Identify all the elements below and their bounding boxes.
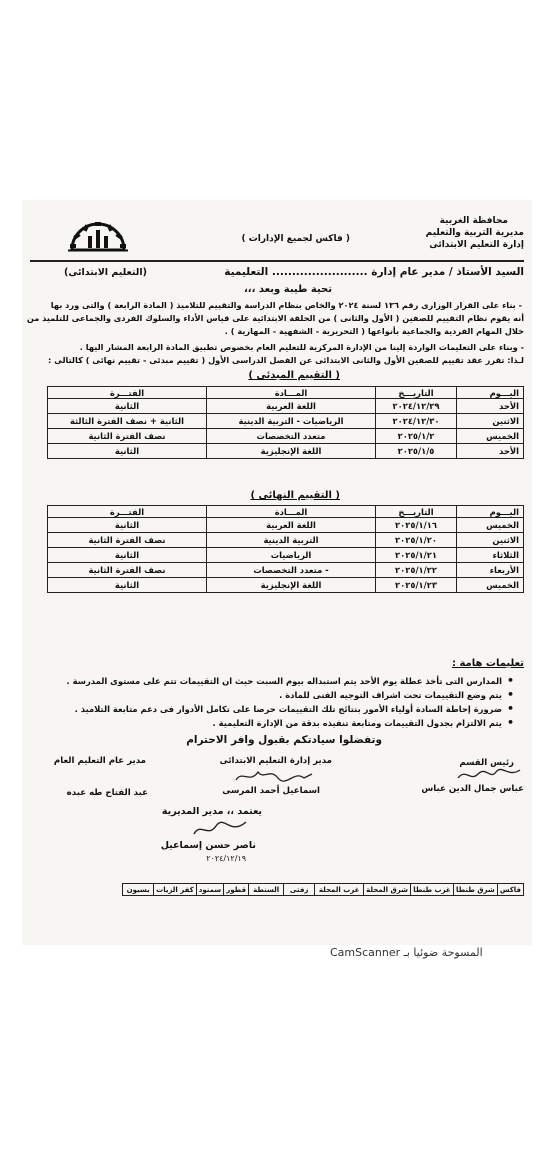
cell-subject: متعدد التخصصات [207, 429, 376, 444]
notes-title: تعليمات هامة : [452, 658, 524, 669]
fax-label: فاكس [497, 884, 523, 896]
header-day: اليـــوم [457, 506, 524, 518]
signature-primary-director-title: مدير إدارة التعليم الابتدائى [219, 756, 332, 766]
signature-primary-director-name: اسماعيل أحمد المرسى [222, 786, 320, 796]
note-text: ضرورة إحاطة السادة أولياء الأمور بنتائج تلك التقييمات حرصا على تكامل الأدوار فى دعم متابعة التلاميذ . [74, 704, 502, 714]
note-item [279, 688, 514, 701]
header-subject: المـــادة [207, 387, 376, 399]
handwritten-signature-icon [456, 766, 522, 784]
header-day: اليـــوم [457, 387, 524, 399]
cell-period: نصف الفترة الثانية [48, 429, 207, 444]
cell-day: الأربعاء [457, 563, 524, 578]
header-period: الفتـــرة [48, 506, 207, 518]
cell-date: ٢٠٢٥/١/٢٣ [376, 578, 457, 593]
body-p1-line2: أنه يقوم نظام التقييم للصفين ( الأول والثانى ) من الحلقة الابتدائية على قياس الأداء والسلوك الفردى والجماعى للتلميذ من [26, 313, 524, 323]
header-period: الفتـــرة [48, 387, 207, 399]
cell-date: ٢٠٢٥/١/٢٢ [376, 563, 457, 578]
cell-day: الخميس [457, 518, 524, 533]
fax-cell: بسيون [123, 884, 154, 896]
table-row [48, 578, 524, 593]
body-p1-line1: - بناء على القرار الوزارى رقم ١٣٦ لسنة ٢٠٢٤ والخاص بنظام الدراسة والتقييم للتلاميذ ( المادة الرابعة ) والتى ورد بها [50, 300, 522, 310]
final-assessment-title: ( التقييم النهائى ) [250, 490, 340, 501]
signature-general-director-name: عبد الفتاح طه عبده [66, 788, 148, 798]
cell-subject: الرياضيات [207, 548, 376, 563]
fax-cell: غرب المحلة [315, 884, 364, 896]
signature-directorate-director-title: يعتمد ،، مدير المديرية [161, 806, 262, 817]
cell-period: الثانية [48, 548, 207, 563]
header-admin: إدارة التعليم الابتدائى [429, 240, 524, 250]
fax-distribution-table [122, 883, 524, 896]
final-assessment-table [47, 505, 524, 593]
cell-subject: التربية الدينية [207, 533, 376, 548]
salutation-to: السيد الأستاذ / مدير عام إدارة ........................ التعليمية [224, 266, 524, 278]
cell-day: الخميس [457, 578, 524, 593]
header-directorate: مديرية التربية والتعليم [425, 228, 524, 238]
signature-general-director-title: مدير عام التعليم العام [53, 756, 146, 766]
note-item [75, 702, 514, 715]
cell-subject: اللغة الإنجليزية [207, 444, 376, 459]
cell-day: الأحد [457, 444, 524, 459]
note-item [213, 716, 514, 729]
cell-period: الثانية [48, 518, 207, 533]
header-date: التاريـــخ [376, 506, 457, 518]
cell-period: الثانية [48, 399, 207, 414]
fax-cell: السنطة [249, 884, 284, 896]
table-row [48, 563, 524, 578]
fax-cell: شرق المحلة [364, 884, 411, 896]
table-row [48, 548, 524, 563]
cell-day: الخميس [457, 429, 524, 444]
cell-period: نصف الفترة الثانية [48, 533, 207, 548]
cell-period: الثانية [48, 578, 207, 593]
cell-date: ٢٠٢٥/١/١٦ [376, 518, 457, 533]
table-row [48, 414, 524, 429]
table-row [48, 533, 524, 548]
header-governorate: محافظة الغربية [439, 216, 508, 226]
cell-date: ٢٠٢٥/١/٢١ [376, 548, 457, 563]
camscanner-footer: المسوحة ضوئيا بـ CamScanner [330, 946, 483, 959]
cell-date: ٢٠٢٤/١٢/٣٠ [376, 414, 457, 429]
table-row [48, 444, 524, 459]
fax-cell: زفتى [284, 884, 315, 896]
cell-subject: الرياضيات - التربية الدينية [207, 414, 376, 429]
handwritten-signature-icon [190, 818, 250, 840]
table-row [48, 429, 524, 444]
cell-subject: اللغة الإنجليزية [207, 578, 376, 593]
fax-cell: شرق طنطا [453, 884, 497, 896]
fax-cell: قطور [224, 884, 249, 896]
fax-cell: غرب طنطا [410, 884, 453, 896]
cell-period: الثانية [48, 444, 207, 459]
table-row [48, 518, 524, 533]
salutation-dept: (التعليم الابتدائى) [64, 267, 147, 278]
note-item [67, 674, 514, 687]
cell-period: نصف الفترة الثانية [48, 563, 207, 578]
handwritten-signature-icon [234, 766, 314, 786]
cell-period: الثانية + نصف الفترة الثالثة [48, 414, 207, 429]
cell-day: الاثنين [457, 533, 524, 548]
initial-assessment-table [47, 386, 524, 459]
note-text: يتم الالتزام بجدول التقييمات ومتابعة تنفيذه بدقة من الإدارة التعليمية . [212, 718, 502, 728]
cell-subject: اللغة العربية [207, 399, 376, 414]
header-subject: المـــادة [207, 506, 376, 518]
closing-line: وتفضلوا سيادتكم بقبول وافر الاحترام [186, 734, 382, 746]
document-page [22, 200, 532, 945]
cell-subject: - متعدد التخصصات [207, 563, 376, 578]
table-header-row [48, 387, 524, 399]
header-date: التاريـــخ [376, 387, 457, 399]
signature-head-of-section-title: رئيس القسم [459, 758, 514, 768]
note-text: المدارس التى تأخذ عطلة يوم الأحد يتم استبداله بيوم السبت حيث ان التقييمات تتم على مستوى المدرسة . [66, 676, 502, 686]
ministry-logo-icon [66, 218, 130, 252]
table-row [48, 399, 524, 414]
header-fax-all: ( فاكس لجميع الإدارات ) [241, 234, 350, 244]
cell-day: الأحد [457, 399, 524, 414]
table-header-row [48, 506, 524, 518]
signature-head-of-section-name: عباس جمال الدين عباس [421, 784, 524, 794]
cell-date: ٢٠٢٥/١/٥ [376, 444, 457, 459]
cell-day: الاثنين [457, 414, 524, 429]
fax-cell: سمنود [196, 884, 223, 896]
signature-directorate-director-name: ناصر حسن إسماعيل [160, 840, 256, 851]
body-p3-line1: لـذا: تقرر عقد تقييم للصفين الأول والثانى الابتدائى عن الفصل الدراسى الأول ( تقييم مبدئى - تقييم نهائى ) كالتالى : [48, 355, 524, 365]
cell-subject: اللغة العربية [207, 518, 376, 533]
body-p2-line1: - وبناء على التعليمات الواردة إلينا من الإدارة المركزية للتعليم العام بخصوص تطبيق المادة الرابعة المشار اليها . [79, 342, 524, 352]
note-text: يتم وضع التقييمات تحت اشراف التوجيه الفنى للمادة . [279, 690, 502, 700]
header-divider [30, 260, 524, 262]
initial-assessment-title: ( التقييم المبدئى ) [248, 370, 340, 381]
cell-day: الثلاثاء [457, 548, 524, 563]
table-row [123, 884, 524, 896]
fax-cell: كفر الزيات [154, 884, 197, 896]
signature-date-scribble: ٢٠٢٤/١٢/١٩ [206, 854, 246, 863]
cell-date: ٢٠٢٥/١/٢٠ [376, 533, 457, 548]
greeting: تحية طيبة وبعد ،،، [244, 284, 332, 295]
body-p1-line3: خلال المهام الفردية والجماعية بأنواعها ( التحريرية - الشفهية - المهارية ) . [224, 326, 524, 336]
cell-date: ٢٠٢٥/١/٢ [376, 429, 457, 444]
cell-date: ٢٠٢٤/١٢/٢٩ [376, 399, 457, 414]
